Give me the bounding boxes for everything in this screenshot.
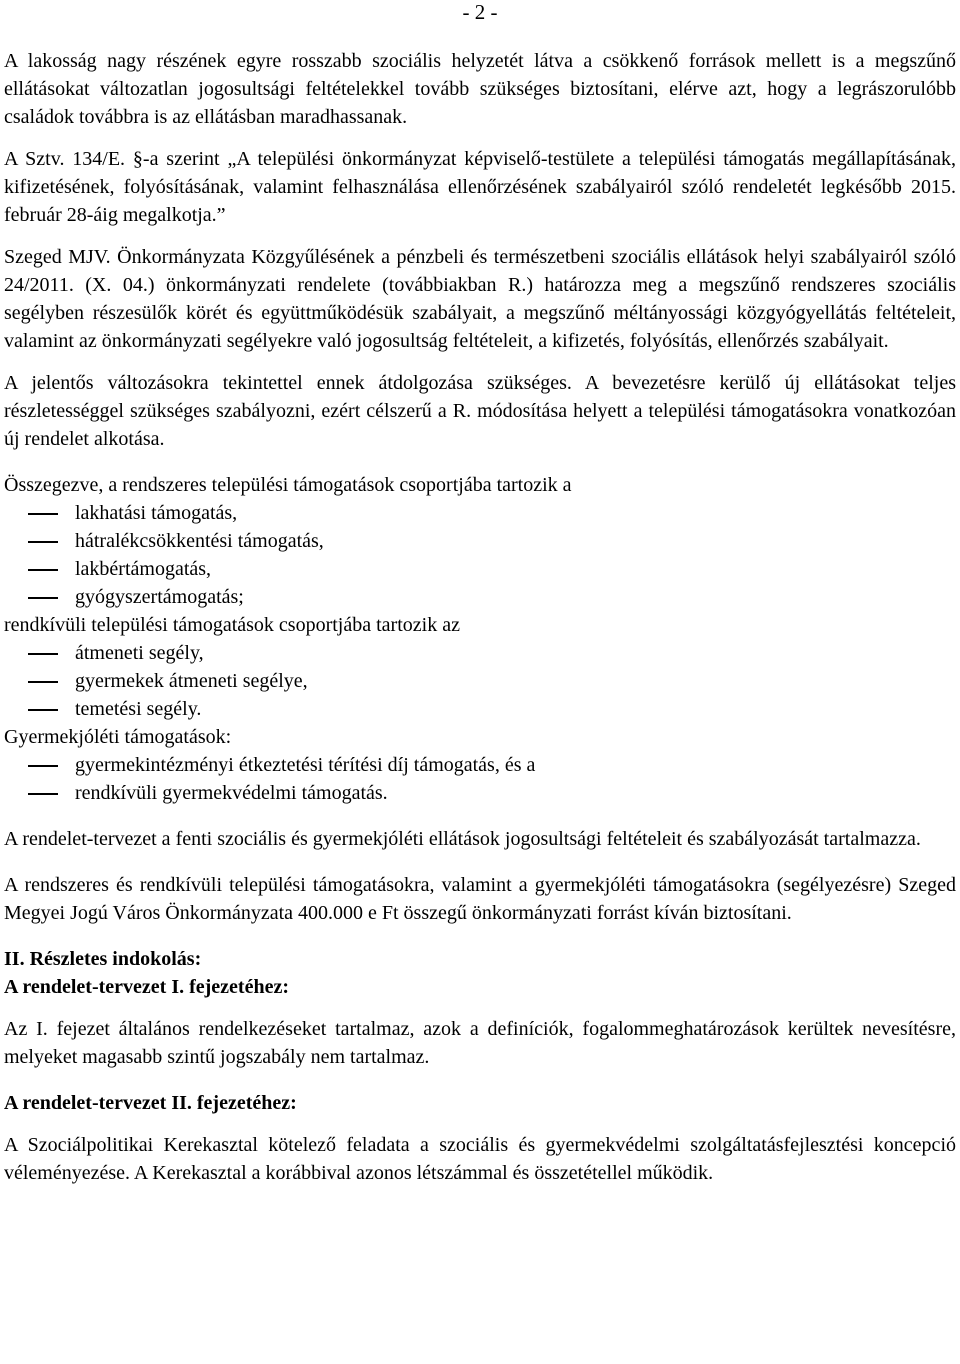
list-item: átmeneti segély, — [4, 639, 956, 667]
dash-bullet-icon — [28, 597, 58, 599]
dash-bullet-icon — [28, 709, 58, 711]
dash-bullet-icon — [28, 513, 58, 515]
list-item: hátralékcsökkentési támogatás, — [4, 527, 956, 555]
dash-bullet-icon — [28, 653, 58, 655]
list-item: temetési segély. — [4, 695, 956, 723]
dash-bullet-icon — [28, 569, 58, 571]
paragraph-chapter-2: A Szociálpolitikai Kerekasztal kötelező feladata a szociális és gyermekvédelmi szolgáltatásfejlesztési koncepció véleményezése. A Kerekasztal a korábbival azonos létszámmal és összetétellel működik. — [4, 1134, 956, 1184]
dash-bullet-icon — [28, 541, 58, 543]
list-item: lakbértámogatás, — [4, 555, 956, 583]
paragraph-intro: A lakosság nagy részének egyre rosszabb szociális helyzetét látva a csökkenő források mellett is a megszűnő ellátásokat változatlan jogosultsági feltételekkel tovább szükséges biztosítani, elérve azt, hogy a legrászorulóbb családok továbbra is az ellátásban maradhassanak. — [4, 50, 956, 128]
page-number: - 2 - — [462, 0, 498, 24]
dash-bullet-icon — [28, 765, 58, 767]
heading-reszletes-indokolas: II. Részletes indokolás: — [4, 948, 202, 970]
paragraph-szeged-mjv: Szeged MJV. Önkormányzata Közgyűlésének a pénzbeli és természetbeni szociális ellátások helyi szabályairól szóló 24/2011. (X. 04.) önkormányzati rendelete (továbbiakban R.) határozza meg a megszűnő rendszeres szociális segélyben részesülők körét és együttműködésük szabályait, a megszűnő méltányossági közgyógyellátás feltételeit, valamint az önkormányzati segélyekre való jogosultság feltételeit, a kifizetés, folyósítás, ellenőrzés szabályait. — [4, 246, 956, 352]
document-body — [4, 47, 956, 1187]
paragraph-sztv: A Sztv. 134/E. §-a szerint „A települési önkormányzat képviselő-testülete a települési támogatás megállapításának, kifizetésének, folyósításának, valamint felhasználása ellenőrzésének szabályairól szóló rendeletét legkésőbb 2015. február 28-áig megalkotja.” — [4, 148, 956, 226]
list-item: rendkívüli gyermekvédelmi támogatás. — [4, 779, 956, 807]
gyermekjoleti-list — [4, 751, 956, 807]
rendszeres-list — [4, 499, 956, 611]
dash-bullet-icon — [28, 793, 58, 795]
list-item: gyógyszertámogatás; — [4, 583, 956, 611]
summary-intro: Összegezve, a rendszeres települési támogatások csoportjába tartozik a — [4, 474, 572, 496]
list-item: gyermekek átmeneti segélye, — [4, 667, 956, 695]
rendkivuli-list — [4, 639, 956, 723]
rendkivuli-intro: rendkívüli települési támogatások csoportjába tartozik az — [4, 614, 460, 636]
heading-chapter-2: A rendelet-tervezet II. fejezetéhez: — [4, 1092, 297, 1114]
list-item: gyermekintézményi étkeztetési térítési díj támogatás, és a — [4, 751, 956, 779]
gyermekjoleti-intro: Gyermekjóléti támogatások: — [4, 726, 232, 748]
list-item: lakhatási támogatás, — [4, 499, 956, 527]
paragraph-forras: A rendszeres és rendkívüli települési támogatásokra, valamint a gyermekjóléti támogatásokra (segélyezésre) Szeged Megyei Jogú Város Önkormányzata 400.000 e Ft összegű önkormányzati forrást kíván biztosítani. — [4, 874, 956, 924]
heading-chapter-1: A rendelet-tervezet I. fejezetéhez: — [4, 976, 289, 998]
paragraph-tervezet: A rendelet-tervezet a fenti szociális és gyermekjóléti ellátások jogosultsági feltételeit és szabályozását tartalmazza. — [4, 828, 921, 850]
dash-bullet-icon — [28, 681, 58, 683]
paragraph-changes: A jelentős változásokra tekintettel ennek átdolgozása szükséges. A bevezetésre kerülő új ellátásokat teljes részletességgel szükséges szabályozni, ezért célszerű a R. módosítása helyett a települési támogatásokra vonatkozóan új rendelet alkotása. — [4, 372, 956, 450]
paragraph-chapter-1: Az I. fejezet általános rendelkezéseket tartalmaz, azok a definíciók, fogalommeghatározások kerültek nevesítésre, melyeket magasabb szintű jogszabály nem tartalmaz. — [4, 1018, 956, 1068]
